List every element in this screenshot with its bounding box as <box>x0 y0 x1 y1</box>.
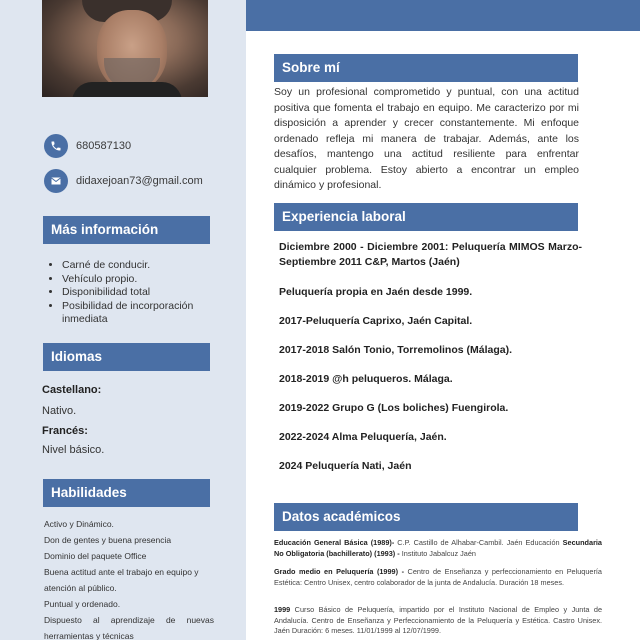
about-heading: Sobre mí <box>274 54 578 82</box>
skill-item: Buena actitud ante el trabajo en equipo y <box>44 567 199 577</box>
email-address: didaxejoan73@gmail.com <box>76 175 203 187</box>
more-info-heading: Más información <box>43 216 210 244</box>
education-item: Grado medio en Peluquería (1999) - Centro de Enseñanza y perfeccionamiento en Peluquería Estética: Centro Unisex, centro colaborador de la junta de Andalucía. Duración 18 meses. <box>274 567 602 587</box>
languages-heading: Idiomas <box>43 343 210 371</box>
education-item: Educación General Básica (1989)- C.P. Castillo de Alhabar-Cambil. Jaén Educación Secundaria No Obligatoria (bachillerato) (1993) - Instituto Jabalcuz Jaén <box>274 538 602 558</box>
experience-item: 2018-2019 @h peluqueros. Málaga. <box>279 373 453 385</box>
skill-item: Activo y Dinámico. <box>44 519 114 529</box>
skills-heading: Habilidades <box>43 479 210 507</box>
language-level: Nativo. <box>42 405 77 417</box>
skill-item: Dispuesto al aprendizaje de nuevas <box>44 615 214 625</box>
more-info-list <box>50 259 220 327</box>
experience-item: 2019-2022 Grupo G (Los boliches) Fuengirola. <box>279 402 509 414</box>
experience-item: Peluquería propia en Jaén desde 1999. <box>279 286 473 298</box>
education-heading: Datos académicos <box>274 503 578 531</box>
education-item: 1999 Curso Básico de Peluquería, impartido por el Instituto Nacional de Empleo y Junta de Andalucía. Centro de Enseñanza y Perfeccionamiento de la Peluquería y Estética. Castro Unisex. Jaén Duración: 6 meses. 11/01/1999 al 12/07/1999. <box>274 605 602 635</box>
phone-number: 680587130 <box>76 140 132 152</box>
experience-heading: Experiencia laboral <box>274 203 578 231</box>
language-label: Castellano: <box>42 384 102 396</box>
experience-item: 2017-2018 Salón Tonio, Torremolinos (Málaga). <box>279 344 512 356</box>
skill-item: Puntual y ordenado. <box>44 599 121 609</box>
skill-item: atención al público. <box>44 583 117 593</box>
profile-photo <box>42 0 208 97</box>
skill-item: Dominio del paquete Office <box>44 551 147 561</box>
language-label: Francés: <box>42 425 88 437</box>
email-contact <box>44 169 203 193</box>
language-level: Nivel básico. <box>42 444 105 456</box>
experience-item: 2024 Peluquería Nati, Jaén <box>279 460 412 472</box>
list-item: • Disponibilidad total <box>62 286 220 300</box>
experience-item: Diciembre 2000 - Diciembre 2001: Peluquería MIMOS Marzo-Septiembre 2011 C&P, Martos (Jaén) <box>279 241 582 268</box>
about-text: Soy un profesional comprometido y puntual, con una actitud positiva que fomenta el trabajo en equipo. Me caracterizo por mi disposición a aprender y crecer constantemente. Mi enfoque ordenado refleja mi manera de trabajar. Además, ante los desafíos, mantengo una actitud resiliente para enfrentar cualquier problema. Estoy abierto a encontrar un empleo dinámico y profesional. <box>274 86 579 191</box>
list-item: • Carné de conducir. <box>62 259 220 273</box>
phone-icon <box>44 134 68 158</box>
skill-item: Don de gentes y buena presencia <box>44 535 172 545</box>
mail-icon <box>44 169 68 193</box>
phone-contact <box>44 134 131 158</box>
experience-item: 2022-2024 Alma Peluquería, Jaén. <box>279 431 447 443</box>
experience-item: 2017-Peluquería Caprixo, Jaén Capital. <box>279 315 473 327</box>
skill-item: herramientas y técnicas <box>44 631 134 640</box>
skills-list <box>44 516 214 640</box>
header-bar <box>246 0 640 31</box>
list-item: • Posibilidad de incorporación inmediata <box>62 300 220 327</box>
list-item: • Vehículo propio. <box>62 273 220 287</box>
